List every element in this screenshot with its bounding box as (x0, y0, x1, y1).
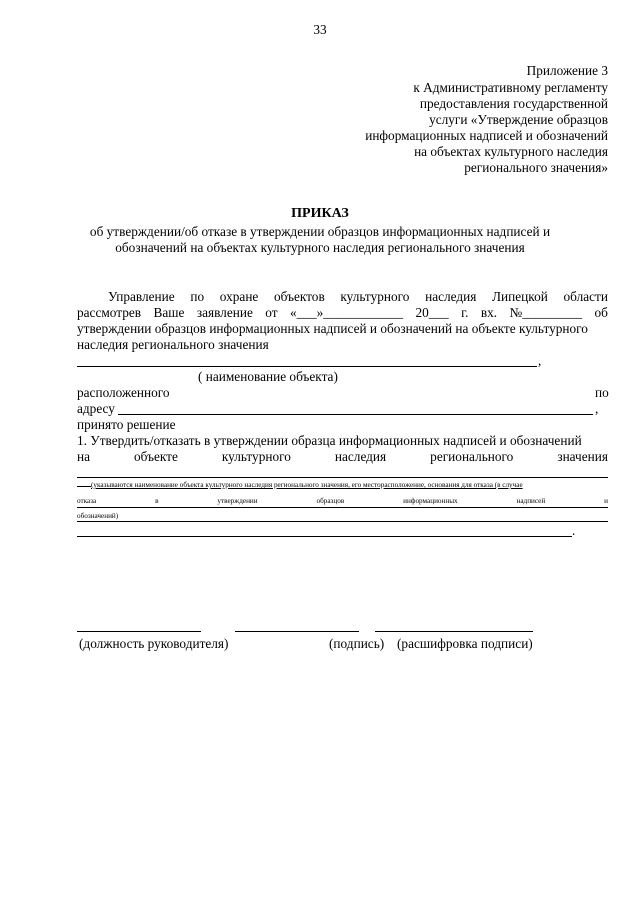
word: г. (461, 305, 469, 320)
final-period: . (572, 523, 576, 538)
address-comma: , (595, 401, 599, 416)
by-label: по (595, 385, 609, 400)
word: Управление (108, 289, 175, 304)
note-text: (указываются наименование объекта культурного наследия регионального значения, его месторасположение, основания для отказа (в случае (91, 481, 523, 489)
word: охране (219, 289, 259, 304)
appendix-line: Приложение 3 (526, 63, 608, 78)
decision-label: принято решение (77, 417, 176, 432)
item-1-continuation (77, 449, 608, 465)
order-subtitle: об утверждении/об отказе в утверждении образцов информационных надписей и (89, 224, 551, 239)
note-line-1 (77, 481, 608, 490)
address-blank[interactable] (118, 414, 593, 415)
word: на (77, 449, 91, 464)
word: Ваше (153, 305, 185, 320)
word: значения (557, 449, 608, 464)
word: «___»____________ (290, 305, 404, 320)
object-caption: ( наименование объекта) (198, 369, 338, 384)
word: надписей (516, 497, 546, 505)
appendix-line: к Административному регламенту (413, 80, 608, 95)
appendix-line: регионального значения» (464, 160, 608, 175)
position-caption: (должность руководителя) (79, 636, 229, 651)
appendix-line: на объектах культурного наследия (414, 144, 608, 159)
object-name-blank[interactable] (77, 366, 537, 367)
note-line-2 (77, 497, 608, 506)
body-line-4: наследия регионального значения (77, 337, 269, 352)
word: 20___ (415, 305, 449, 320)
located-label: расположенного (77, 385, 170, 400)
note-underline (77, 521, 608, 522)
word: культурного (340, 289, 410, 304)
note-underline (77, 507, 608, 508)
word: Липецкой (492, 289, 548, 304)
word: культурного (221, 449, 291, 464)
body-line-1 (108, 289, 608, 305)
word: объекте (134, 449, 178, 464)
note-line-3: обозначений) (77, 512, 119, 520)
appendix-line: предоставления государственной (419, 96, 608, 111)
item-1: 1. Утвердить/отказать в утверждении образца информационных надписей и обозначений (77, 433, 582, 448)
word: №_________ (509, 305, 583, 320)
word: информационных (403, 497, 458, 505)
word: от (265, 305, 278, 320)
word: отказа (77, 497, 97, 505)
body-line-3: утверждении образцов информационных надписей и обозначений на объекте культурного (77, 321, 588, 336)
word: в (155, 497, 159, 505)
name-caption: (расшифровка подписи) (397, 636, 533, 651)
additional-blank[interactable] (77, 536, 572, 537)
word: об (594, 305, 608, 320)
word: заявление (196, 305, 253, 320)
word: образцов (316, 497, 345, 505)
page-number: 33 (313, 22, 327, 37)
position-blank[interactable] (77, 631, 201, 632)
object-comma: , (538, 353, 542, 368)
signature-blank[interactable] (235, 631, 359, 632)
word: наследия (425, 289, 477, 304)
word: вх. (480, 305, 498, 320)
appendix-line: информационных надписей и обозначений (365, 128, 608, 143)
signature-caption: (подпись) (329, 636, 385, 651)
word: наследия (334, 449, 387, 464)
name-blank[interactable] (375, 631, 533, 632)
order-title: ПРИКАЗ (291, 206, 349, 221)
word: области (563, 289, 608, 304)
word: регионального (430, 449, 514, 464)
word: утверждении (217, 497, 258, 505)
word: объектов (274, 289, 325, 304)
order-subtitle: обозначений на объектах культурного наследия регионального значения (115, 240, 525, 255)
address-label: адресу (77, 401, 115, 416)
decision-details-blank[interactable] (77, 477, 608, 478)
body-line-2 (77, 305, 608, 321)
word: и (604, 497, 608, 505)
appendix-line: услуги «Утверждение образцов (429, 112, 608, 127)
word: рассмотрев (77, 305, 142, 320)
word: по (190, 289, 205, 304)
